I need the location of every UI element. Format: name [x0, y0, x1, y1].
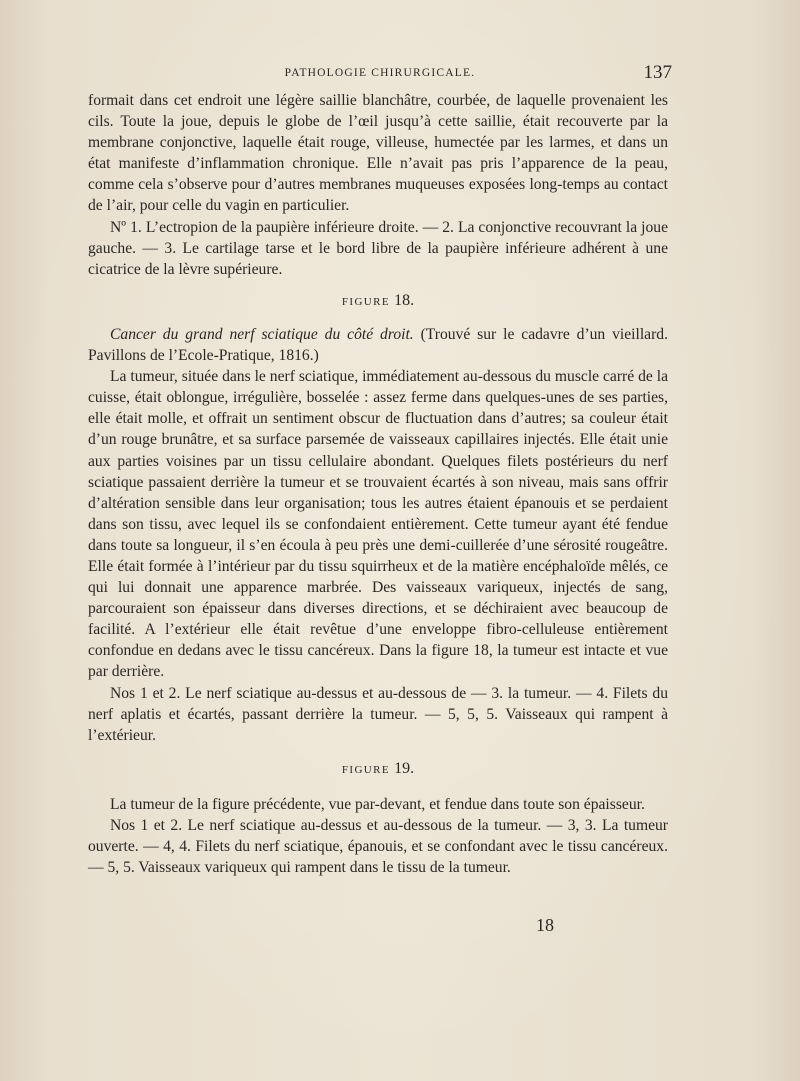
page-number: 137 — [643, 62, 672, 83]
signature-mark: 18 — [536, 915, 554, 935]
figure-18-title-italic: Cancer du grand nerf sciatique du côté droit. — [110, 325, 414, 343]
page-header — [88, 64, 672, 86]
page-body — [88, 90, 668, 878]
legend-paragraph: Nº 1. L’ectropion de la paupière inférieure droite. — 2. La conjonctive recouvrant la joue gauche. — 3. Le cartilage tarse et le bord libre de la paupière inférieure adhérent à une cicatrice de la lèvre supérieure. — [88, 218, 668, 278]
figure-18-legend: Nos 1 et 2. Le nerf sciatique au-dessus et au-dessous de — 3. la tumeur. — 4. Filets du nerf aplatis et écartés, passant derrière la tumeur. — 5, 5, 5. Vaisseaux qui rampent à l’extérieur. — [88, 684, 668, 744]
figure-number: 19. — [394, 759, 415, 777]
figure-number: 18. — [394, 291, 415, 309]
figure-19-description: La tumeur de la figure précédente, vue par-devant, et fendue dans toute son épaisseur. — [110, 795, 645, 813]
figure-19-legend: Nos 1 et 2. Le nerf sciatique au-dessus et au-dessous de la tumeur. — 3, 3. La tumeur ouverte. — 4, 4. Filets du nerf sciatique, épanouis, et se confondant avec le tissu cancéreux. — 5, 5. Vaisseaux variqueux qui rampent dans le tissu de la tumeur. — [88, 817, 668, 877]
continued-paragraph: formait dans cet endroit une légère saillie blanchâtre, courbée, de laquelle provenaient les cils. Toute la joue, depuis le globe de l’œil jusqu’à cette saillie, était recouverte par la membrane conjonctive, laquelle était rouge, villeuse, humectée par les larmes, et dans un état manifeste d’inflammation chronique. Elle n’avait pas pris l’apparence de la peau, comme cela s’observe pour d’autres membranes muqueuses exposées long-temps au contact de l’air, pour celle du vagin en particulier. — [88, 92, 668, 215]
figure-label: FIGURE — [341, 295, 390, 308]
running-title: PATHOLOGIE CHIRURGICALE. — [284, 67, 476, 79]
figure-label: FIGURE — [341, 763, 390, 776]
figure-19-heading — [88, 758, 668, 781]
figure-18-title-rest: (Trouvé sur le cadavre d’un vieillard. Pavillons de l’Ecole-Pratique, 1816.) — [88, 325, 668, 365]
figure-18-description: La tumeur, située dans le nerf sciatique, immédiatement au-dessous du muscle carré de la cuisse, était oblongue, irrégulière, bosselée : assez ferme dans quelques-unes de ses parties, elle était molle, et offrait un sentiment obscur de fluctuation dans d’autres; sa couleur était d’un rouge brunâtre, et sa surface parsemée de vaisseaux capillaires injectés. Elle était unie aux parties voisines par un tissu cellulaire abondant. Quelques filets postérieurs du nerf sciatique passaient derrière la tumeur et se trouvaient écartés à son niveau, mais sans offrir d’altération sensible dans leur organisation; tous les autres étaient épanouis et se perdaient dans son tissu, avec lequel ils se confondaient entièrement. Cette tumeur ayant été fendue dans toute sa longueur, il s’en écoula à peu près une demi-cuillerée d’une sérosité rougeâtre. Elle était formée à l’intérieur par du tissu squirrheux et de la matière encéphaloïde mêlés, ce qui lui donnait une apparence marbrée. Des vaisseaux variqueux, injectés de sang, parcouraient son épaisseur dans diverses directions, et se déchiraient avec beaucoup de facilité. A l’extérieur elle était revêtue d’une enveloppe fibro-celluleuse entièrement confondue en dedans avec le tissu cancéreux. Dans la figure 18, la tumeur est intacte et vue par derrière. — [88, 368, 668, 681]
figure-18-heading — [88, 290, 668, 313]
figure-18-title — [88, 324, 668, 366]
